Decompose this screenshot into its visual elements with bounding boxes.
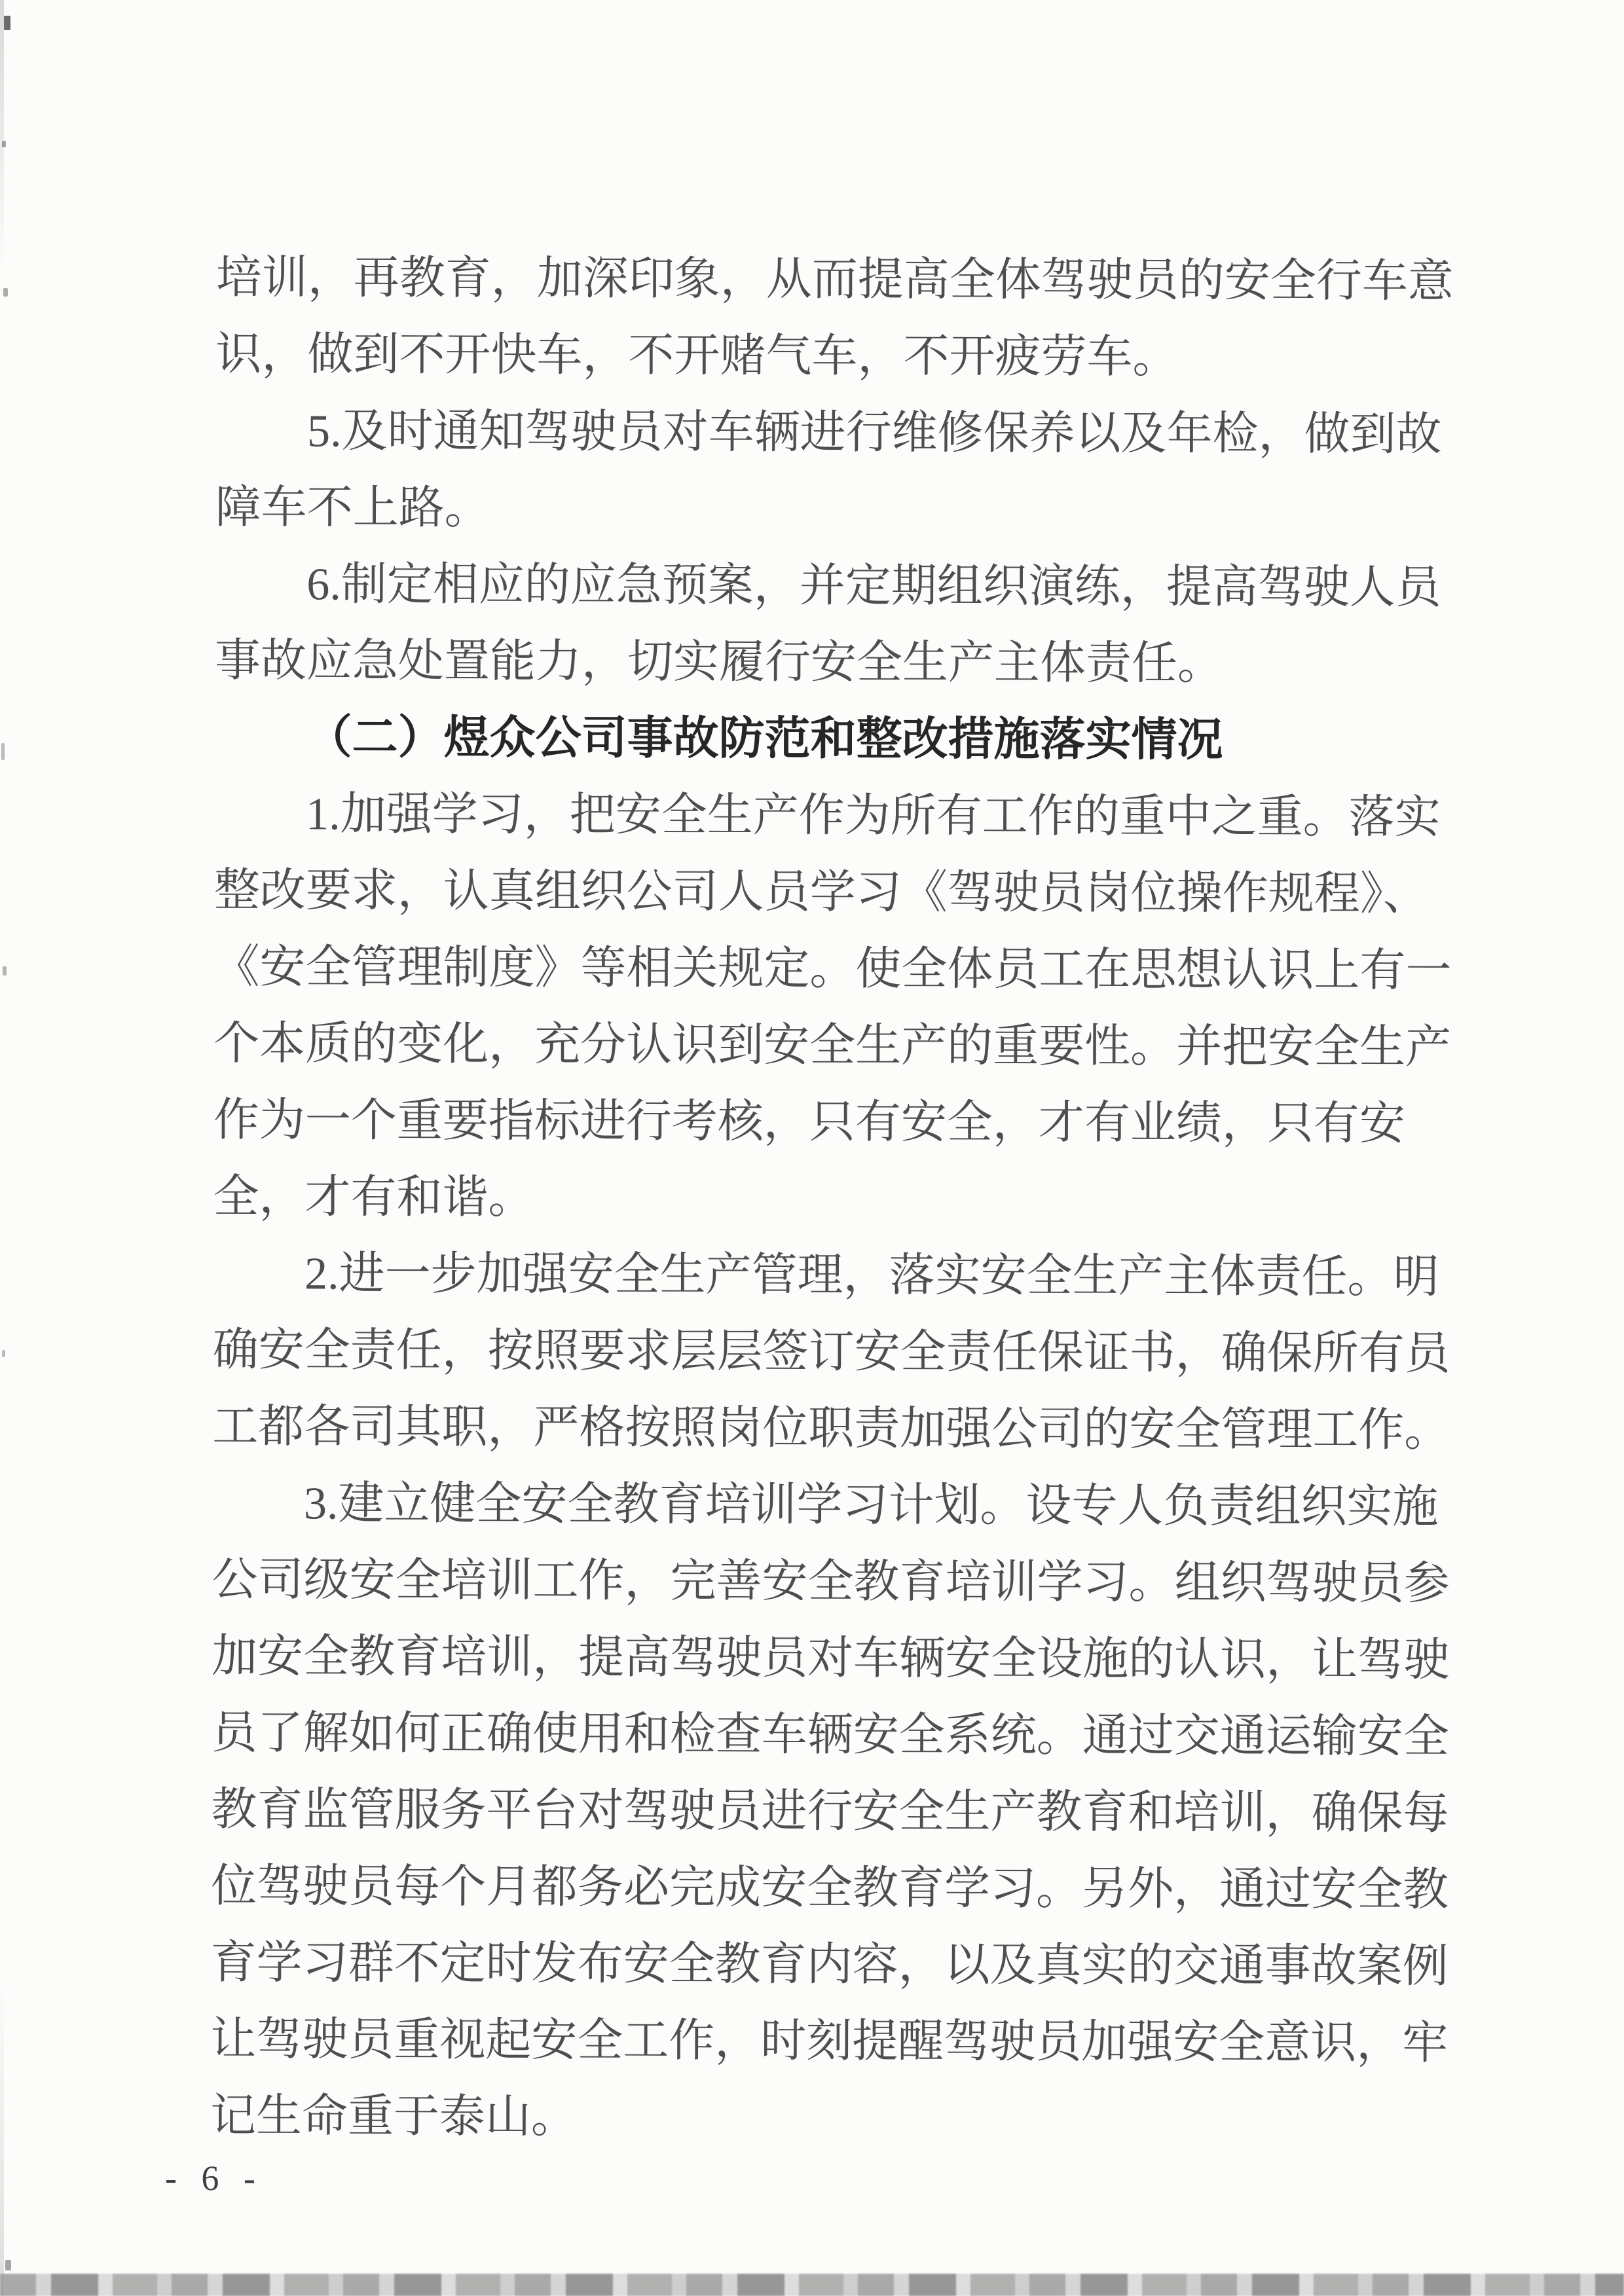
scan-speck xyxy=(2,1350,5,1357)
scan-speck xyxy=(2,141,6,147)
text-line: 6.制定相应的应急预案，并定期组织演练，提高驾驶人员 xyxy=(306,559,1441,613)
section-heading: （二）煜众公司事故防范和整改措施落实情况 xyxy=(306,712,1223,766)
text-line: 个本质的变化，充分认识到安全生产的重要性。并把安全生产 xyxy=(213,1018,1452,1073)
scan-speck xyxy=(3,966,7,975)
scan-speck xyxy=(5,2260,11,2270)
text-line: 工都各司其职，严格按照岗位职责加强公司的安全管理工作。 xyxy=(212,1401,1450,1456)
scan-edge-artifact xyxy=(0,2274,1624,2296)
text-line: 全，才有和谐。 xyxy=(213,1171,534,1224)
scan-speck xyxy=(3,288,8,297)
text-line: 1.加强学习，把安全生产作为所有工作的重中之重。落实 xyxy=(306,789,1441,843)
text-line: 整改要求，认真组织公司人员学习《驾驶员岗位操作规程》、 xyxy=(213,865,1429,920)
text-line: 2.进一步加强安全生产管理，落实安全生产主体责任。明 xyxy=(304,1248,1439,1303)
text-line: 记生命重于泰山。 xyxy=(210,2090,578,2143)
text-line: 培训，再教育，加深印象，从而提高全体驾驶员的安全行车意 xyxy=(215,252,1454,307)
text-line: 加安全教育培训，提高驾驶员对车辆安全设施的认识，让驾驶 xyxy=(212,1631,1450,1686)
text-line: 公司级安全培训工作，完善安全教育培训学习。组织驾驶员参 xyxy=(212,1554,1450,1609)
text-line: 确安全责任，按照要求层层签订安全责任保证书，确保所有员 xyxy=(212,1324,1450,1379)
text-line: 教育监管服务平台对驾驶员进行安全生产教育和培训，确保每 xyxy=(211,1784,1449,1839)
text-line: 事故应急处置能力，切实履行安全生产主体责任。 xyxy=(214,635,1224,689)
text-line: 员了解如何正确使用和检查车辆安全系统。通过交通运输安全 xyxy=(211,1707,1449,1762)
scan-left-edge-artifact xyxy=(0,0,4,2296)
text-line: 让驾驶员重视起安全工作，时刻提醒驾驶员加强安全意识，牢 xyxy=(210,2014,1449,2069)
text-block xyxy=(210,240,1467,2159)
text-line: 《安全管理制度》等相关规定。使全体员工在思想认识上有一 xyxy=(213,941,1452,996)
text-line: 障车不上路。 xyxy=(215,482,490,534)
text-line: 5.及时通知驾驶员对车辆进行维修保养以及年检，做到故 xyxy=(306,406,1442,460)
scan-speck xyxy=(1,743,5,760)
page-number: - 6 - xyxy=(164,2158,264,2198)
text-line: 育学习群不定时发布安全教育内容，以及真实的交通事故案例 xyxy=(210,1937,1449,1992)
scan-speck xyxy=(4,16,10,30)
text-line: 识，做到不开快车，不开赌气车，不开疲劳车。 xyxy=(215,329,1179,383)
text-line: 位驾驶员每个月都务必完成安全教育学习。另外，通过安全教 xyxy=(210,1861,1449,1916)
text-line: 3.建立健全安全教育培训学习计划。设专人负责组织实施 xyxy=(303,1478,1439,1533)
text-line: 作为一个重要指标进行考核，只有安全，才有业绩，只有安 xyxy=(213,1095,1405,1150)
